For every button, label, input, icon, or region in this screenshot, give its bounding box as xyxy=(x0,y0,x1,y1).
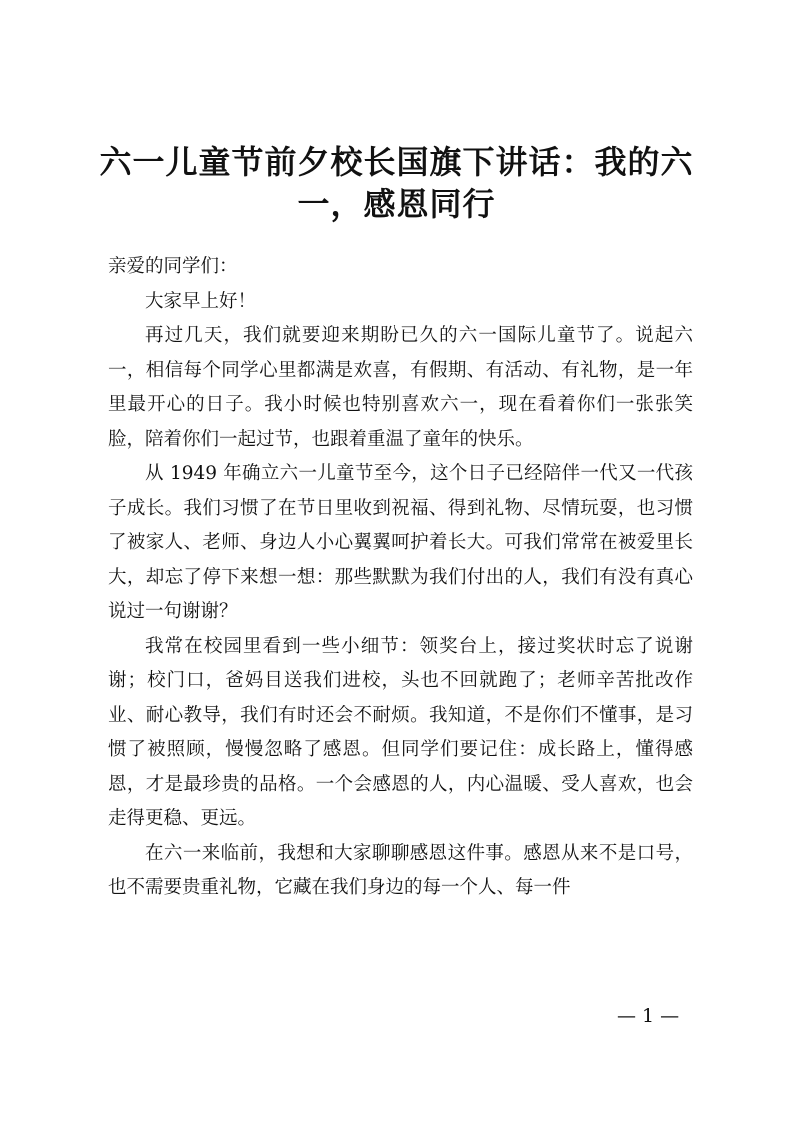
paragraph-4: 在六一来临前，我想和大家聊聊感恩这件事。感恩从来不是口号，也不需要贵重礼物，它藏在我们身边的每一个人、每一件 xyxy=(108,842,693,898)
paragraph-2: 从 1949 年确立六一儿童节至今，这个日子已经陪伴一代又一代孩子成长。我们习惯了在节日里收到祝福、得到礼物、尽情玩耍，也习惯了被家人、老师、身边人小心翼翼呵护着长大。可我们常常在被爱里长大，却忘了停下来想一想：那些默默为我们付出的人，我们有没有真心说过一句谢谢？ xyxy=(108,463,693,622)
paragraph-3: 我常在校园里看到一些小细节：领奖台上，接过奖状时忘了说谢谢；校门口，爸妈目送我们进校，头也不回就跑了；老师辛苦批改作业、耐心教导，我们有时还会不耐烦。我知道，不是你们不懂事，是习惯了被照顾，慢慢忽略了感恩。但同学们要记住：成长路上，懂得感恩，才是最珍贵的品格。一个会感恩的人，内心温暖、受人喜欢，也会走得更稳、更远。 xyxy=(108,635,693,829)
document-body xyxy=(108,250,693,906)
page-number: — 1 — xyxy=(617,1005,680,1027)
title-line-1: 六一儿童节前夕校长国旗下讲话：我的六 xyxy=(99,143,694,181)
document-title xyxy=(90,141,703,225)
title-line-2: 一，感恩同行 xyxy=(297,185,496,223)
salutation: 亲爱的同学们： xyxy=(108,256,238,277)
paragraph-greeting: 大家早上好！ xyxy=(145,290,257,312)
paragraph-1: 再过几天，我们就要迎来期盼已久的六一国际儿童节了。说起六一，相信每个同学心里都满是欢喜，有假期、有活动、有礼物，是一年里最开心的日子。我小时候也特别喜欢六一，现在看着你们一张张笑脸，陪着你们一起过节，也跟着重温了童年的快乐。 xyxy=(108,325,693,450)
